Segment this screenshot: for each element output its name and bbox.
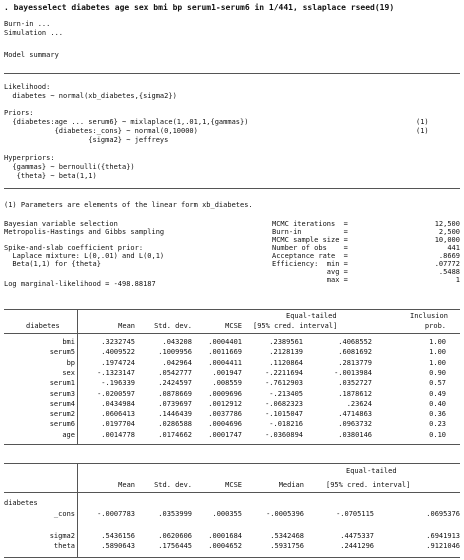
info-label: Number of obs = xyxy=(272,244,348,252)
log-marginal-likelihood: Log marginal-likelihood = -498.88187 xyxy=(4,280,156,288)
info-label: MCMC iterations = xyxy=(272,220,348,228)
table-cell: .9121046 xyxy=(426,542,460,550)
table-cell: .2441296 xyxy=(340,542,374,550)
info-value: 10,000 xyxy=(434,236,460,244)
stub-divider xyxy=(77,463,78,557)
table-cell: .5931756 xyxy=(270,542,304,550)
table-cell: .0739697 xyxy=(158,399,192,408)
table-cell: 0.90 xyxy=(429,368,446,377)
likelihood-header: Likelihood: xyxy=(4,83,51,91)
table-cell: .2128139 xyxy=(269,348,303,357)
table-cell: -.1015047 xyxy=(265,410,303,419)
equal-tailed-header: Equal-tailed xyxy=(346,467,397,475)
row-label: serum6 xyxy=(49,420,75,429)
table-cell: -.1323147 xyxy=(97,368,135,377)
table-cell: .2389561 xyxy=(269,338,303,346)
table-cell: .2424597 xyxy=(158,379,192,388)
table-cell: .0014778 xyxy=(101,430,135,439)
table-cell: -.7612903 xyxy=(265,379,303,388)
info-left-line: Metropolis-Hastings and Gibbs sampling xyxy=(4,228,165,236)
table-cell: -.0007783 xyxy=(97,510,135,518)
hyperprior-line: {gammas} ~ bernoulli({theta}) xyxy=(4,163,135,171)
table-cell: 1.00 xyxy=(429,348,446,357)
table-cell: 0.36 xyxy=(429,410,446,419)
table-cell: .0174662 xyxy=(158,430,192,439)
table-cell: .0001747 xyxy=(208,430,242,439)
info-value: .8669 xyxy=(438,252,460,260)
table-cell: .0620606 xyxy=(158,532,192,540)
table-cell: .23624 xyxy=(346,399,372,408)
table-cell: .0001684 xyxy=(208,532,242,540)
table-border xyxy=(4,444,460,445)
info-value: 2,500 xyxy=(438,228,460,236)
info-label: MCMC sample size = xyxy=(272,236,348,244)
table-cell: .1446439 xyxy=(158,410,192,419)
table-cell: 0.10 xyxy=(429,430,446,439)
col-interval-header: [95% cred. interval] xyxy=(253,322,338,330)
col-mcse-header: MCSE xyxy=(225,322,242,330)
stub-header: diabetes xyxy=(26,322,60,330)
table-cell: .0004652 xyxy=(208,542,242,550)
table-cell: .0009696 xyxy=(208,389,242,398)
row-label: bp xyxy=(66,358,75,367)
table-cell: .2813779 xyxy=(338,358,372,367)
row-label: sex xyxy=(62,368,75,377)
table-cell: .0542777 xyxy=(158,368,192,377)
table-cell: -.0705115 xyxy=(336,510,374,518)
table-cell: .4009522 xyxy=(101,348,135,357)
table-cell: .4068552 xyxy=(338,338,372,346)
table-cell: 1.00 xyxy=(429,338,446,346)
row-label: sigma2 xyxy=(49,532,75,540)
info-left-line: Bayesian variable selection xyxy=(4,220,118,228)
row-label: age xyxy=(62,430,75,439)
info-label: Burn-in = xyxy=(272,228,348,236)
row-label: serum1 xyxy=(49,379,75,388)
col-mcse-header: MCSE xyxy=(225,481,242,489)
table-border xyxy=(4,557,460,558)
table-border xyxy=(4,309,460,310)
col-interval-header: [95% cred. interval] xyxy=(326,481,411,489)
table-cell: .0380146 xyxy=(338,430,372,439)
table-cell: -.0682323 xyxy=(265,399,303,408)
model-summary-title: Model summary xyxy=(4,51,59,59)
equal-tailed-header: Equal-tailed xyxy=(286,312,337,320)
table-cell: .0353999 xyxy=(158,510,192,518)
burnin-progress: Burn-in ... xyxy=(4,20,51,28)
table-cell: .0012912 xyxy=(208,399,242,408)
info-left-line: Spike-and-slab coefficient prior: xyxy=(4,244,144,252)
table-cell: .1009956 xyxy=(158,348,192,357)
info-value: 441 xyxy=(447,244,460,252)
table-cell: .0695376 xyxy=(426,510,460,518)
simulation-progress: Simulation ... xyxy=(4,29,64,37)
table-cell: .1974724 xyxy=(101,358,135,367)
table-cell: .1878612 xyxy=(338,389,372,398)
header-divider xyxy=(4,492,460,493)
table-cell: .0037786 xyxy=(208,410,242,419)
row-label: serum5 xyxy=(49,348,75,357)
prior-line: {diabetes:age ... serum6} ~ mixlaplace(1,.01,1,{gammas}) xyxy=(4,118,249,126)
table-cell: .0963732 xyxy=(338,420,372,429)
table-cell: .1756445 xyxy=(158,542,192,550)
info-label: Efficiency: min = xyxy=(272,260,348,268)
likelihood-line: diabetes ~ normal(xb_diabetes,{sigma2}) xyxy=(4,92,177,100)
col-mean-header: Mean xyxy=(118,322,135,330)
table-cell: .008559 xyxy=(212,379,242,388)
table-cell: -.196339 xyxy=(101,379,135,388)
info-value: .07772 xyxy=(434,260,460,268)
header-divider xyxy=(4,333,460,334)
table-cell: .5342468 xyxy=(270,532,304,540)
priors-header: Priors: xyxy=(4,109,34,117)
info-label: avg = xyxy=(272,268,348,276)
table-cell: -.0200597 xyxy=(97,389,135,398)
prior-note: (1) xyxy=(416,127,429,135)
table-cell: 0.23 xyxy=(429,420,446,429)
footnote: (1) Parameters are elements of the linear form xb_diabetes. xyxy=(4,201,253,209)
table-cell: -.213405 xyxy=(269,389,303,398)
table-cell: -.0013984 xyxy=(334,368,372,377)
table-cell: .0434984 xyxy=(101,399,135,408)
row-label: serum3 xyxy=(49,389,75,398)
table-cell: .5436156 xyxy=(101,532,135,540)
table-cell: 0.40 xyxy=(429,399,446,408)
table-cell: .0606413 xyxy=(101,410,135,419)
table-cell: .043208 xyxy=(162,338,192,346)
table-cell: 0.49 xyxy=(429,389,446,398)
table-cell: .6941913 xyxy=(426,532,460,540)
info-left-line: Beta(1,1) for {theta} xyxy=(4,260,101,268)
command-line: . bayesselect diabetes age sex bmi bp serum1-serum6 in 1/441, sslaplace rseed(19) xyxy=(4,3,395,12)
table-cell: .0004401 xyxy=(208,338,242,346)
row-label: theta xyxy=(53,542,75,550)
info-value: 12,500 xyxy=(434,220,460,228)
table-cell: .6081692 xyxy=(338,348,372,357)
table-cell: 0.57 xyxy=(429,379,446,388)
inclusion-header: Inclusion xyxy=(410,312,448,320)
col-sd-header: Std. dev. xyxy=(154,481,192,489)
table-cell: .0011669 xyxy=(208,348,242,357)
col-mean-header: Mean xyxy=(118,481,135,489)
info-label: max = xyxy=(272,276,348,284)
table-cell: -.0005396 xyxy=(266,510,304,518)
prior-note: (1) xyxy=(416,118,429,126)
divider xyxy=(4,73,460,74)
prior-line: {diabetes:_cons} ~ normal(0,10000) xyxy=(4,127,198,135)
table-cell: .3232745 xyxy=(101,338,135,346)
table-cell: 1.00 xyxy=(429,358,446,367)
table-cell: .0878669 xyxy=(158,389,192,398)
col-median-header: Median xyxy=(278,481,304,489)
table-cell: -.018216 xyxy=(269,420,303,429)
group-label: diabetes xyxy=(4,499,38,507)
table-cell: .4714863 xyxy=(338,410,372,419)
prior-line: {sigma2} ~ jeffreys xyxy=(4,136,169,144)
hyperpriors-header: Hyperpriors: xyxy=(4,154,55,162)
info-label: Acceptance rate = xyxy=(272,252,348,260)
info-left-line: Laplace mixture: L(0,.01) and L(0,1) xyxy=(4,252,165,260)
table-cell: .0004696 xyxy=(208,420,242,429)
table-cell: .042964 xyxy=(162,358,192,367)
table-cell: .4475337 xyxy=(340,532,374,540)
table-cell: .0004411 xyxy=(208,358,242,367)
row-label: serum2 xyxy=(49,410,75,419)
table-cell: -.0360894 xyxy=(265,430,303,439)
table-cell: .0286588 xyxy=(158,420,192,429)
table-border xyxy=(4,463,460,464)
col-prob-header: prob. xyxy=(424,322,446,330)
info-value: .5488 xyxy=(438,268,460,276)
table-cell: -.2211694 xyxy=(265,368,303,377)
row-label: bmi xyxy=(62,338,75,346)
table-cell: .5890643 xyxy=(101,542,135,550)
table-cell: .0197704 xyxy=(101,420,135,429)
table-cell: .0352727 xyxy=(338,379,372,388)
row-label: _cons xyxy=(53,510,75,518)
table-cell: .000355 xyxy=(212,510,242,518)
stub-divider xyxy=(77,309,78,444)
col-sd-header: Std. dev. xyxy=(154,322,192,330)
table-cell: .001947 xyxy=(212,368,242,377)
info-value: 1 xyxy=(455,276,460,284)
row-label: serum4 xyxy=(49,399,75,408)
table-cell: .1120864 xyxy=(269,358,303,367)
hyperprior-line: {theta} ~ beta(1,1) xyxy=(4,172,97,180)
divider xyxy=(4,188,460,189)
